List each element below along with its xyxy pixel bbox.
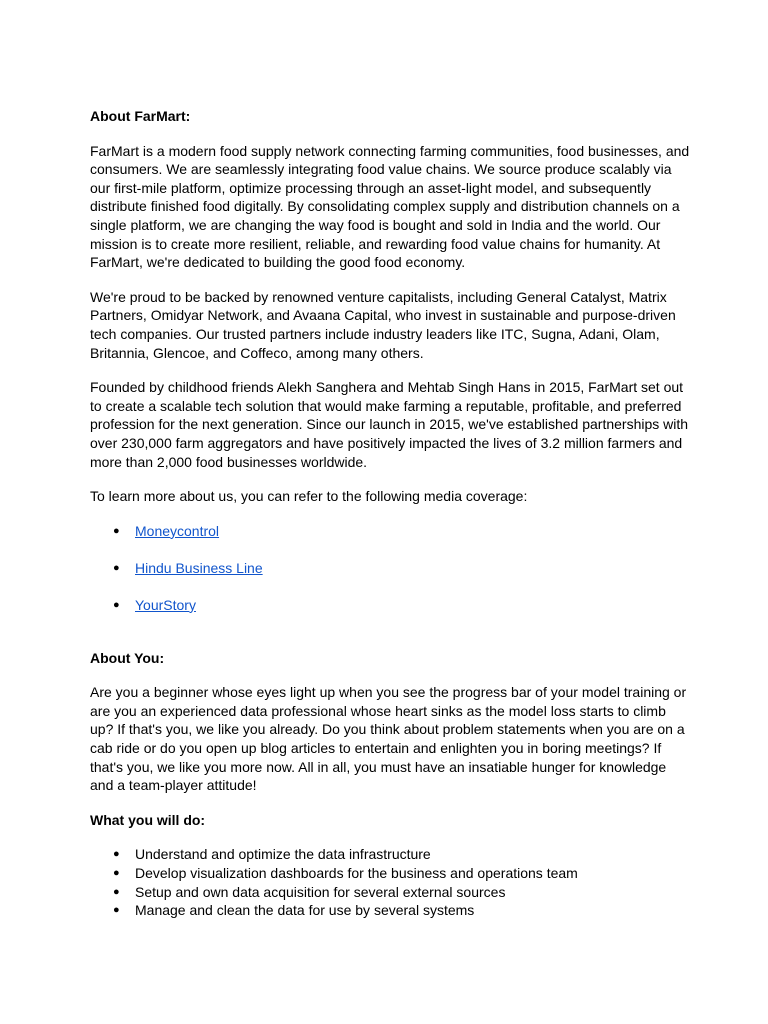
list-item: ● Manage and clean the data for use by several systems	[90, 901, 690, 920]
tasks-list	[90, 845, 690, 919]
list-item: ● Setup and own data acquisition for several external sources	[90, 883, 690, 902]
about-farmart-heading: About FarMart:	[90, 108, 191, 124]
list-item: ● Understand and optimize the data infrastructure	[90, 845, 690, 864]
media-links-list	[90, 522, 690, 615]
yourstory-link[interactable]: YourStory	[135, 596, 196, 613]
moneycontrol-link[interactable]: Moneycontrol	[135, 522, 220, 539]
hindu-business-line-link[interactable]: Hindu Business Line	[135, 559, 263, 576]
what-you-will-do-heading: What you will do:	[90, 811, 206, 828]
media-coverage-intro: To learn more about us, you can refer to the following media coverage:	[90, 488, 528, 505]
list-item	[90, 559, 690, 578]
about-farmart-paragraph-1: FarMart is a modern food supply network connecting farming communities, food businesses, and consumers. We are seamlessly integrating food value chains. We source produce scalably via our first-mile platform, optimize processing through an asset-light model, and subsequently distribute finished food digitally. By consolidating complex supply and distribution channels on a single platform, we are changing the way food is bought and sold in India and the world. Our mission is to create more resilient, reliable, and rewarding food value chains for humanity. At FarMart, we're dedicated to building the good food economy.	[90, 142, 690, 271]
about-you-heading: About You:	[90, 649, 165, 666]
about-farmart-paragraph-3: Founded by childhood friends Alekh Sanghera and Mehtab Singh Hans in 2015, FarMart set out to create a scalable tech solution that would make farming a reputable, profitable, and preferred profession for the next generation. Since our launch in 2015, we've established partnerships with over 230,000 farm aggregators and have positively impacted the lives of 3.2 million farmers and more than 2,000 food businesses worldwide.	[90, 379, 689, 470]
spacer	[90, 633, 690, 649]
list-item	[90, 522, 690, 541]
document-page	[90, 107, 690, 920]
list-item	[90, 596, 690, 615]
list-item: ● Develop visualization dashboards for the business and operations team	[90, 864, 690, 883]
about-you-paragraph: Are you a beginner whose eyes light up when you see the progress bar of your model training or are you an experienced data professional whose heart sinks as the model loss starts to climb up? If that's you, we like you already. Do you think about problem statements when you are on a cab ride or do you open up blog articles to entertain and enlighten you in boring meetings? If that's you, we like you more now. All in all, you must have an insatiable hunger for knowledge and a team-player attitude!	[90, 684, 687, 794]
about-farmart-paragraph-2: We're proud to be backed by renowned venture capitalists, including General Catalyst, Matrix Partners, Omidyar Network, and Avaana Capital, who invest in sustainable and purpose-driven tech companies. Our trusted partners include industry leaders like ITC, Sugna, Adani, Olam, Britannia, Glencoe, and Coffeco, among many others.	[90, 288, 676, 361]
